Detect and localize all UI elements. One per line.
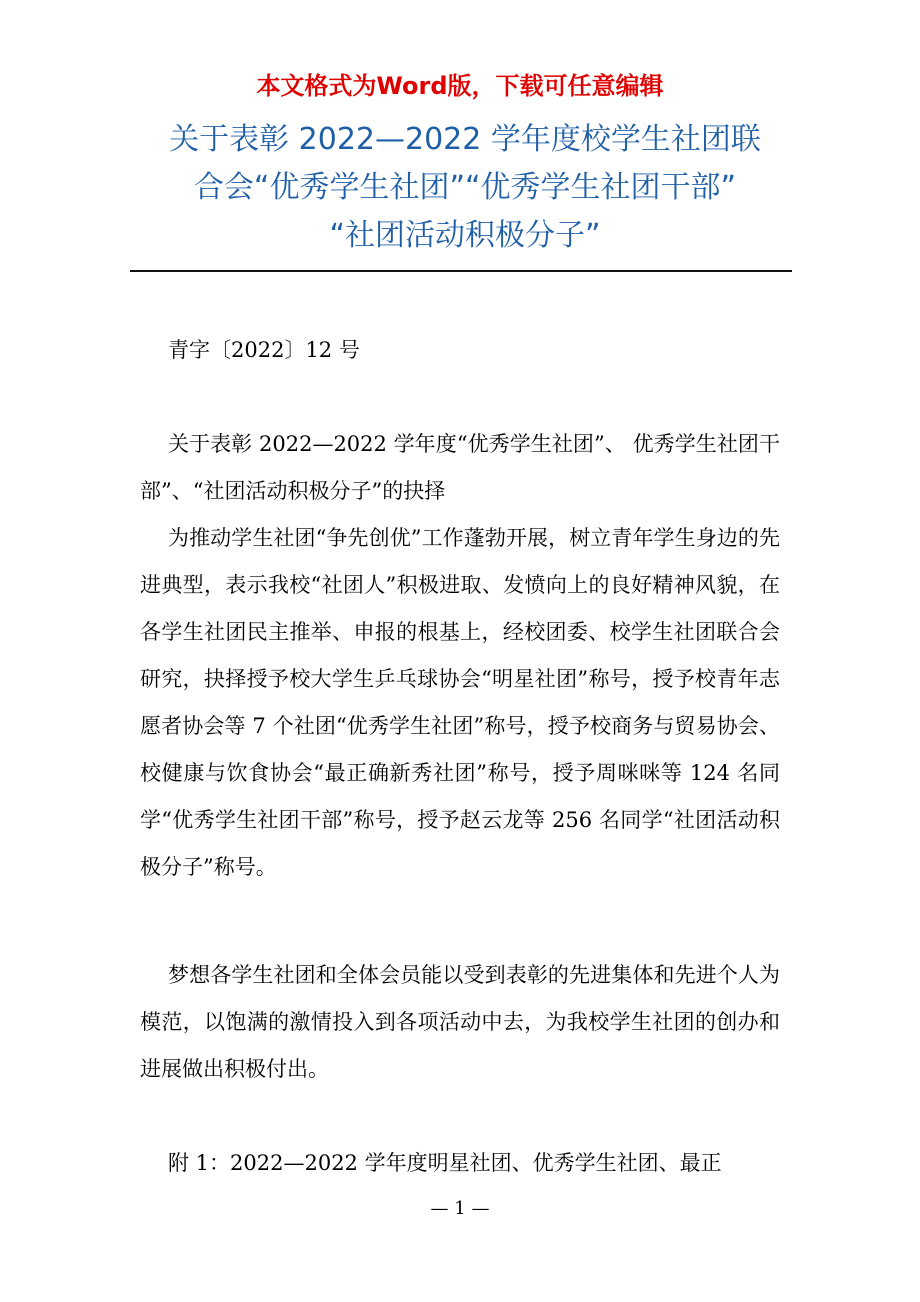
document-number: 青字〔2022〕12 号 bbox=[168, 338, 360, 362]
title-divider bbox=[130, 270, 792, 272]
page-number: — 1 — bbox=[430, 1198, 490, 1219]
download-notice: 本文格式为Word版，下载可任意编辑 bbox=[256, 72, 664, 100]
paragraph-hope: 梦想各学生社团和全体会员能以受到表彰的先进集体和先进个人为模范，以饱满的激情投入到各项活动中去，为我校学生社团的创办和进展做出积极付出。 bbox=[140, 963, 780, 1081]
paragraph-subject: 关于表彰 2022—2022 学年度“优秀学生社团”、 优秀学生社团干部”、“社团活动积极分子”的抉择 bbox=[140, 432, 780, 503]
title-line-1: 关于表彰 2022—2022 学年度校学生社团联 bbox=[169, 122, 761, 157]
paragraph-decision: 为推动学生社团“争先创优”工作蓬勃开展，树立青年学生身边的先进典型，表示我校“社团人”积极进取、发愤向上的良好精神风貌，在各学生社团民主推举、申报的根基上，经校团委、校学生社团联合会研究，抉择授予校大学生乒乓球协会“明星社团”称号，授予校青年志愿者协会等 7 个社团“优秀学生社团”称号，授予校商务与贸易协会、校健康与饮食协会“最正确新秀社团”称号，授予周咪咪等 124 名同学“优秀学生社团干部”称号，授予赵云龙等 256 名同学“社团活动积极分子”称号。 bbox=[140, 526, 780, 879]
title-line-2: 合会“优秀学生社团”“优秀学生社团干部” bbox=[193, 170, 737, 205]
title-line-3: “社团活动积极分子” bbox=[329, 218, 601, 253]
document-title bbox=[110, 116, 820, 260]
paragraph-attachment: 附 1：2022—2022 学年度明星社团、优秀学生社团、最正 bbox=[168, 1151, 722, 1175]
